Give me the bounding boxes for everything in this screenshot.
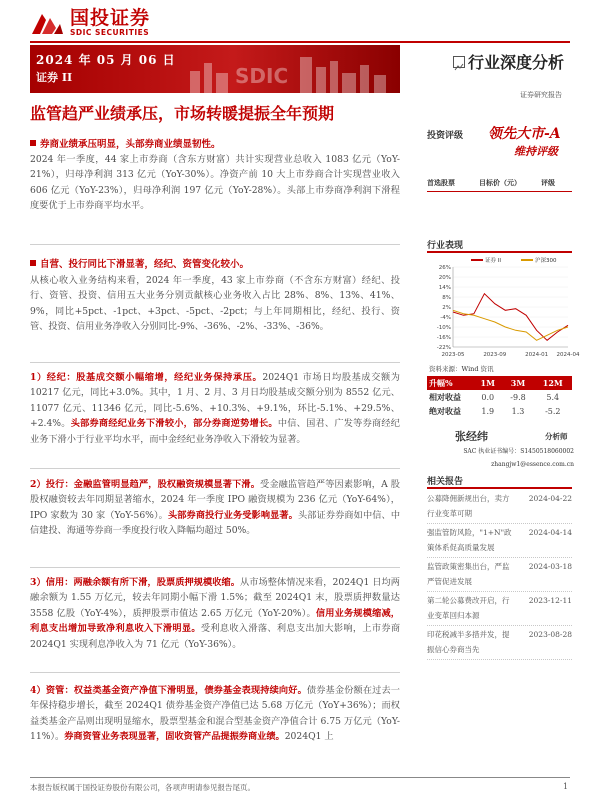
report-type-label: 行业深度分析: [468, 53, 565, 72]
preferred-stocks-header: [427, 178, 572, 188]
asset-management-paragraph: [30, 683, 400, 745]
y-tick-label: 2%: [442, 305, 451, 311]
legend-label: 证券 II: [485, 258, 501, 264]
brand-name-cn: 国投证券: [70, 7, 151, 29]
perf-cell: -5.2: [545, 406, 561, 416]
list-item[interactable]: [427, 558, 572, 592]
sector-name: 证券 II: [36, 71, 73, 84]
bullet-square-icon: [30, 140, 36, 146]
y-tick-label: 14%: [438, 285, 451, 291]
related-report-title[interactable]: 公募降佣新规出台，卖方行业变革可期: [427, 494, 510, 518]
section-body: 从核心收入业务结构来看，2024 年一季度，43 家上市券商（不含东方财富）经纪、投行、资管、投资、信用五大业务分别贡献核心业务收入占比 28%、8%、13%、41%、9%，同比+5pct、-1pct、+3pct、-5pct、-2pct；与上年同期相比，经纪、投行、资管、投资、信用业务净收入分别同比-9%、-36%、-2%、-33%、-36%。: [30, 275, 400, 333]
section-divider: [30, 567, 400, 568]
brokerage-highlight: 头部券商经纪业务下滑较小，部分券商逆势增长。: [70, 418, 278, 430]
credit-highlight: 信用业务规模缩减，利息支出增加导致净利息收入下滑明显。: [30, 607, 400, 635]
brand-name-en: SDIC SECURITIES: [70, 28, 150, 37]
list-item[interactable]: [427, 490, 572, 524]
list-item[interactable]: [427, 592, 572, 626]
brokerage-rest: 中信、国君、广发等券商经纪业务下滑小于行业平均水平，而中金经纪业务净收入下滑较为显著。: [30, 418, 400, 445]
brand-logo: [30, 8, 150, 37]
chart-icon: [453, 56, 465, 68]
report-date: 2024 年 05 月 06 日: [36, 53, 176, 67]
credit-body: 从市场整体情况来看，2024Q1 日均两融余额为 1.55 万亿元，较去年同期小幅下滑 1.5%；截至 2024Q1 末，股票质押数量达 3558 亿股（YoY-4%），质押股票市值达 2.65 万亿元（YoY-20%）。: [30, 577, 400, 619]
perf-cell: 5.4: [546, 392, 560, 402]
y-tick-label: 8%: [442, 295, 451, 301]
related-reports-title: 相关报告: [427, 477, 464, 487]
perf-header-cell: 1M: [473, 376, 502, 390]
stock-col-rating: 评级: [541, 178, 555, 187]
report-type: [453, 50, 564, 73]
related-report-date: 2023-12-11: [528, 596, 572, 605]
perf-cell: 0.0: [481, 392, 495, 402]
section-heading: [30, 256, 249, 270]
section-heading-text: 券商业绩承压明显，头部券商业绩显韧性。: [40, 139, 221, 150]
am-body: 债券基金份额在过去一年保持稳步增长，截至 2024Q1 债券基金资产净值已达 5.68 万亿元（YoY+36%）；而权益类基金产品则出现明显缩水，股票型基金和混合型基金资产净值合计 6.75 万亿元（YoY-11%）。: [30, 685, 400, 743]
table-row: [427, 404, 572, 418]
y-tick-label: 20%: [438, 275, 451, 281]
related-report-date: 2024-04-22: [528, 494, 572, 503]
related-report-date: 2024-03-18: [528, 562, 572, 571]
rating-value: 领先大市-A: [488, 126, 561, 142]
table-row: [427, 390, 572, 404]
perf-row-label: 绝对收益: [429, 405, 461, 416]
perf-header-cell: 12M: [534, 376, 572, 390]
investment-banking-paragraph: [30, 477, 400, 539]
perf-cell: 1.9: [481, 406, 495, 416]
analyst-sac-number: SAC 执业证书编号：S1450518060002: [463, 448, 574, 455]
ib-body: 受金融监管趋严等因素影响，A 股股权融资较去年同期显著缩水，2024 年一季度 IPO 融资规模为 236 亿元（YoY-64%），IPO 家数为 30 家（YoY-56%）。: [30, 479, 400, 521]
header-rule: [30, 41, 570, 43]
footer-disclaimer: 本报告版权属于国投证券股份有限公司，各项声明请参见报告尾页。: [30, 783, 255, 792]
ib-rest: 头部证券券商如中信、中信建投、海通等券商一季度投行收入降幅均超过 50%。: [30, 509, 401, 537]
legend-label: 沪深300: [535, 258, 557, 264]
y-tick-label: -22%: [436, 345, 451, 351]
y-tick-label: -10%: [436, 325, 451, 331]
page-number: 1: [563, 782, 569, 791]
brokerage-lead: 1）经纪：股基成交额小幅缩增，经纪业务保持承压。: [30, 372, 263, 383]
x-tick-label: 2024-04: [556, 352, 580, 358]
perf-header-cell: 升幅%: [427, 376, 473, 390]
perf-cell: 1.3: [511, 406, 525, 416]
city-skyline-graphic: [180, 53, 400, 93]
performance-header-row: [427, 376, 572, 390]
section-heading: [30, 136, 221, 150]
credit-rest: 受利息收入滑落、利息支出加大影响，上市券商 2024Q1 实现利息净收入为 71 亿元（YoY-36%）。: [30, 623, 401, 650]
perf-row-label: 相对收益: [429, 391, 461, 402]
market-title-rule: [427, 251, 572, 253]
related-report-title[interactable]: 强监管防风险，"1+N"政策体系促高质量发展: [427, 528, 512, 552]
section-divider: [30, 362, 400, 363]
related-report-date: 2024-04-14: [528, 528, 572, 537]
performance-table: [427, 376, 572, 418]
brokerage-body: 2024Q1 市场日均股基成交额为 10217 亿元，同比+3.0%。其中，1 月、2 月、3 月日均股基成交额分别为 8552 亿元、11077 亿元、11346 亿元，同比-5.6%、+10.3%、+9.1%，环比-5.1%、+29.5%、+2.4%。: [30, 372, 400, 430]
y-tick-label: -4%: [440, 315, 451, 321]
ib-lead: 2）投行：金融监管明显趋严，股权融资规模显著下滑。: [30, 479, 261, 490]
brand-mark-icon: [30, 10, 64, 36]
report-subtype: 证券研究报告: [520, 91, 562, 99]
related-title-rule: [427, 487, 572, 489]
related-report-title[interactable]: 第二轮公募费改开启，行业变革回归本源: [427, 596, 510, 620]
chart-source: 资料来源：Wind 资讯: [429, 365, 494, 373]
y-tick-label: 26%: [438, 265, 451, 271]
series-line: [453, 310, 568, 340]
header-banner: [30, 45, 400, 93]
x-tick-label: 2024-01: [525, 352, 549, 358]
perf-header-cell: 3M: [502, 376, 533, 390]
stock-table-rule: [427, 191, 572, 192]
y-tick-label: -16%: [436, 335, 451, 341]
section-divider: [30, 672, 400, 673]
brokerage-paragraph: [30, 370, 400, 447]
list-item[interactable]: [427, 524, 572, 558]
am-highlight: 券商资管业务表现显著，固收资管产品提振券商业绩。: [64, 731, 285, 743]
bullet-square-icon: [30, 260, 36, 266]
am-lead: 4）资管：权益类基金资产净值下滑明显，债券基金表现持续向好。: [30, 685, 307, 696]
stock-col-target: 目标价（元）: [479, 178, 521, 187]
analyst-email[interactable]: zhangjw1@essence.com.cn: [491, 461, 574, 468]
analyst-role: 分析师: [545, 432, 568, 441]
related-reports-list: [427, 490, 572, 660]
section-divider: [30, 244, 400, 245]
ib-highlight: 头部券商投行业务受影响显著。: [167, 509, 298, 521]
am-rest: 2024Q1 上: [284, 731, 334, 743]
industry-performance-chart: [427, 255, 580, 363]
rating-label: 投资评级: [427, 131, 464, 141]
credit-paragraph: [30, 575, 400, 652]
analyst-name: 张经纬: [455, 430, 488, 443]
section-heading-text: 自营、投行同比下滑显著，经纪、资管变化较小。: [40, 259, 250, 270]
stock-col-name: 首选股票: [427, 178, 455, 187]
related-report-date: 2023-08-28: [528, 630, 572, 639]
related-report-title[interactable]: 监管政策密集出台，严监严管促进发展: [427, 562, 510, 586]
credit-lead: 3）信用：两融余额有所下滑，股票质押规模收缩。: [30, 577, 241, 588]
list-item[interactable]: [427, 626, 572, 660]
banner-watermark: SDIC: [235, 64, 289, 88]
footer-rule: [30, 777, 570, 778]
related-report-title[interactable]: 印花税减半多措并发，提振信心券商当先: [427, 630, 510, 654]
market-performance-title: 行业表现: [427, 241, 464, 251]
rating-status: 维持评级: [514, 145, 558, 158]
page-title: 监管趋严业绩承压，市场转暖提振全年预期: [30, 104, 335, 123]
section-divider: [30, 468, 400, 469]
x-tick-label: 2023-09: [483, 352, 507, 358]
x-tick-label: 2023-05: [441, 352, 465, 358]
section-body: 2024 年一季度，44 家上市券商（含东方财富）共计实现营业总收入 1083 亿元（YoY-21%），归母净利润 313 亿元（YoY-30%）。净资产前 10 大上市券商合计实现营业收入 606 亿元（YoY-23%），归母净利润 197 亿元（YoY-28%）。头部上市券商净利润下滑程度要优于上市券商平均水平。: [30, 154, 400, 212]
perf-cell: -9.8: [510, 392, 526, 402]
